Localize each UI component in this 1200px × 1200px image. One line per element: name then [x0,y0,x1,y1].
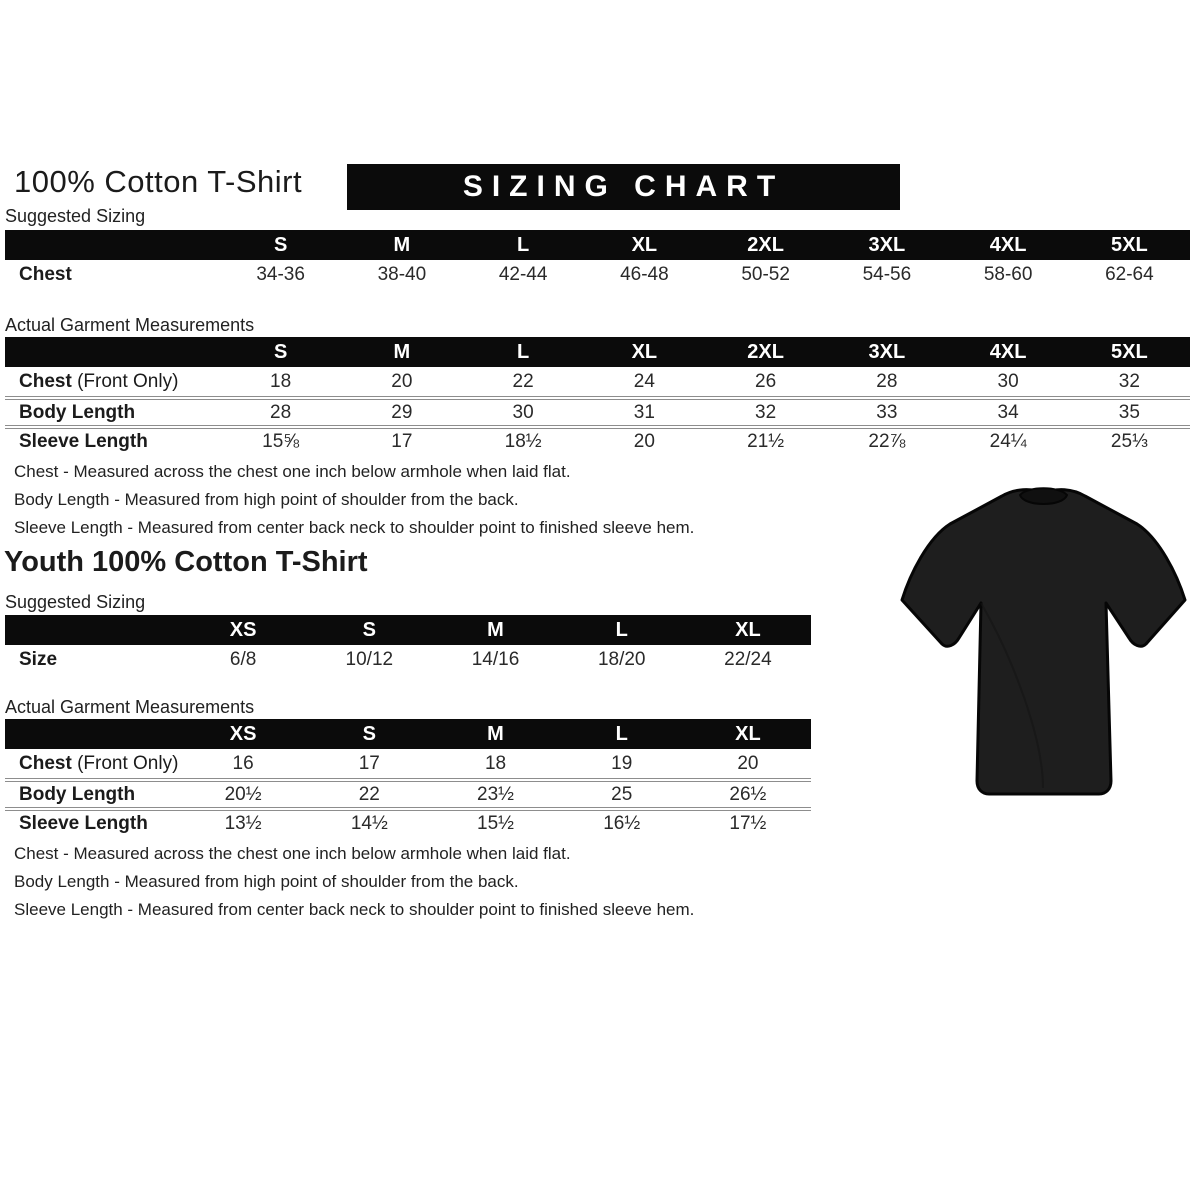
table-cell: 18 [270,370,292,392]
sizing-chart-banner: SIZING CHART [347,164,900,210]
table-row [5,749,811,778]
table-cell: 30 [512,401,534,423]
table-cell: 30 [997,370,1019,392]
table-cell: 35 [1118,401,1140,423]
row-label-text: Sleeve Length [19,812,148,834]
table-cell: 17½ [729,812,767,834]
table-cell: 15½ [477,812,514,834]
table-cell: 46-48 [620,263,669,285]
row-label [5,264,220,286]
column-header: M [393,340,411,363]
adult-suggested-sizing-table [5,230,1190,289]
page-title: 100% Cotton T-Shirt [14,164,303,199]
column-header: L [615,618,628,641]
column-header: S [362,722,376,745]
table-cell: 22 [512,370,534,392]
row-label-note: (Front Only) [71,370,179,392]
table-cell: 24¼ [989,430,1027,452]
column-header: 2XL [747,340,784,363]
row-label-text: Body Length [19,783,136,805]
column-header: 5XL [1111,340,1148,363]
column-header: S [273,340,288,363]
column-header: 4XL [989,340,1027,363]
column-header: L [517,233,530,256]
table-cell: 14/16 [471,648,520,670]
youth-garment-measurements-table [5,719,811,836]
table-cell: 62-64 [1105,263,1154,285]
note-line: Chest - Measured across the chest one inch below armhole when laid flat. [14,844,571,863]
row-label-text: Chest [19,370,72,392]
column-header: L [615,722,628,745]
table-cell: 18 [484,752,507,774]
row-label [5,784,180,806]
table-cell: 14½ [350,812,388,834]
youth-suggested-sizing-label: Suggested Sizing [5,592,146,612]
row-label-text: Chest [19,263,72,285]
table-cell: 26 [755,370,777,392]
table-cell: 25 [611,783,633,805]
adult-measurement-notes [14,458,694,542]
table-cell: 20 [737,752,759,774]
table-cell: 20 [633,430,655,452]
table-header-row [5,719,811,749]
column-header: 5XL [1111,233,1148,256]
table-cell: 28 [270,401,292,423]
column-header: 3XL [868,233,906,256]
table-cell: 21½ [747,430,785,452]
table-cell: 18/20 [597,648,646,670]
column-header: S [362,618,376,641]
column-header: M [487,618,504,641]
youth-suggested-sizing-table [5,615,811,674]
row-label-text: Sleeve Length [19,430,148,452]
table-cell: 34 [997,401,1019,423]
table-cell: 42-44 [498,263,548,285]
table-header-row [5,337,1190,367]
column-header: M [393,233,411,256]
table-cell: 32 [755,401,777,423]
column-header: M [487,722,504,745]
column-header: 2XL [747,233,784,256]
column-header: XL [735,722,761,745]
table-row [5,260,1190,289]
table-cell: 17 [358,752,380,774]
table-row [5,807,811,836]
row-label [5,371,220,393]
column-header: XL [735,618,761,641]
table-cell: 22⅞ [868,430,906,452]
table-cell: 31 [633,401,655,423]
adult-garment-measurements-table [5,337,1190,454]
youth-measurement-notes [14,840,694,924]
row-label [5,431,220,453]
note-line: Sleeve Length - Measured from center back neck to shoulder point to finished sleeve hem. [14,900,695,919]
table-cell: 26½ [729,783,767,805]
table-cell: 6/8 [229,648,257,670]
column-header: XS [229,722,257,745]
table-cell: 15⅝ [262,430,300,452]
note-line: Body Length - Measured from high point of shoulder from the back. [14,872,519,891]
youth-title: Youth 100% Cotton T-Shirt [4,546,368,578]
table-row [5,367,1190,396]
column-header: XS [229,618,257,641]
table-cell: 54-56 [862,263,912,285]
table-cell: 24 [633,370,655,392]
youth-garment-measurements-label: Actual Garment Measurements [5,697,255,717]
table-cell: 38-40 [377,263,427,285]
column-header: 4XL [989,233,1027,256]
row-label [5,649,180,671]
row-label [5,753,180,775]
column-header: S [273,233,288,256]
table-cell: 34-36 [256,263,305,285]
tshirt-product-image [893,478,1195,813]
row-label-note: (Front Only) [71,752,179,774]
table-cell: 58-60 [983,263,1033,285]
table-header-row [5,615,811,645]
table-cell: 28 [876,370,898,392]
table-cell: 16½ [603,812,641,834]
table-cell: 20½ [224,783,262,805]
table-cell: 13½ [224,812,262,834]
table-cell: 33 [876,401,898,423]
table-header-row [5,230,1190,260]
note-line: Body Length - Measured from high point of shoulder from the back. [14,490,519,509]
column-header: L [517,340,530,363]
table-cell: 50-52 [741,263,790,285]
column-header: XL [631,233,658,256]
note-line: Sleeve Length - Measured from center back neck to shoulder point to finished sleeve hem. [14,518,695,537]
black-tshirt-graphic [893,478,1195,813]
table-cell: 17 [391,430,413,452]
table-cell: 16 [232,752,254,774]
table-cell: 25⅓ [1110,430,1148,452]
row-label-text: Body Length [19,401,136,423]
adult-garment-measurements-label: Actual Garment Measurements [5,315,255,335]
row-label [5,813,180,835]
adult-suggested-sizing-label: Suggested Sizing [5,206,146,226]
table-cell: 19 [611,752,633,774]
row-label [5,402,220,424]
table-cell: 18½ [504,430,542,452]
row-label-text: Size [19,648,58,670]
column-header: 3XL [868,340,906,363]
row-label-text: Chest [19,752,72,774]
table-cell: 23½ [477,783,514,805]
table-row [5,645,811,674]
table-row [5,425,1190,454]
table-cell: 20 [391,370,413,392]
table-cell: 22 [358,783,380,805]
table-row [5,778,811,807]
column-header: XL [631,340,658,363]
table-cell: 22/24 [724,648,772,670]
table-cell: 32 [1118,370,1140,392]
table-cell: 10/12 [345,648,394,670]
note-line: Chest - Measured across the chest one inch below armhole when laid flat. [14,462,571,481]
table-row [5,396,1190,425]
table-cell: 29 [391,401,413,423]
